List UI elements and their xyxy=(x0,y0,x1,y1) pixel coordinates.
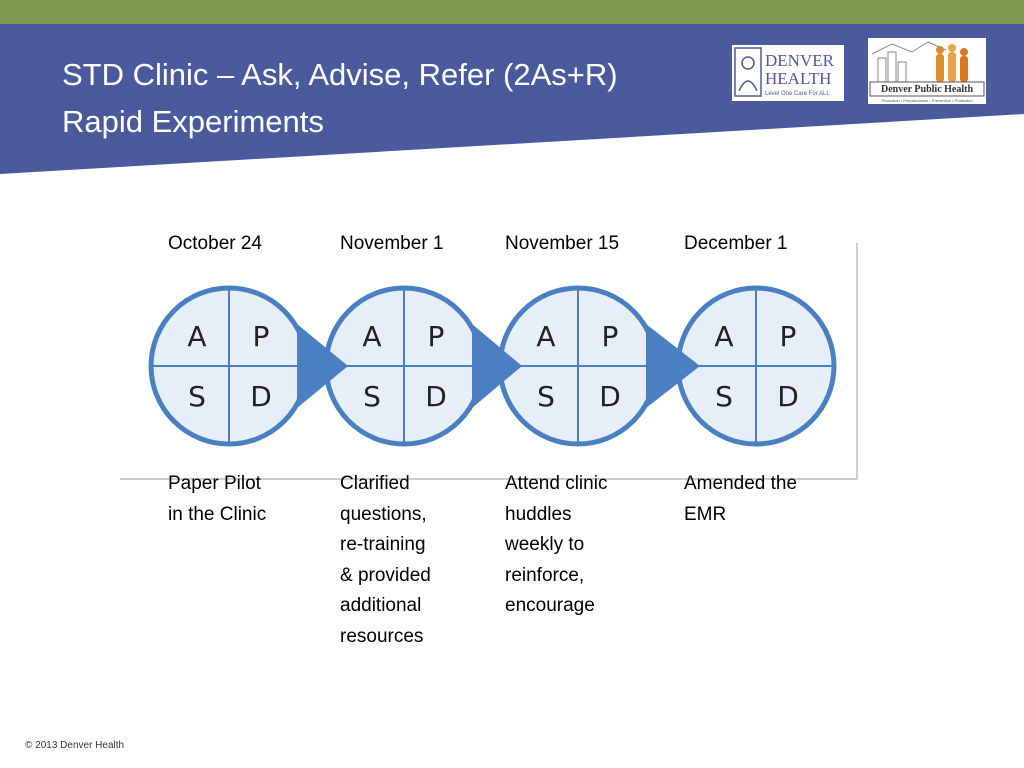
quadrant-label-p: P xyxy=(427,320,445,353)
description-line: re-training xyxy=(340,534,426,556)
quadrant-label-p: P xyxy=(601,320,619,353)
quadrant-label-d: D xyxy=(250,380,272,413)
dh-logo-tagline: Level One Care For ALL xyxy=(765,91,830,97)
description-line: Attend clinic xyxy=(505,473,608,494)
description-line: questions, xyxy=(340,503,427,525)
quadrant-label-p: P xyxy=(779,320,797,353)
description-line: encourage xyxy=(505,595,595,617)
dh-logo-line1: DENVER xyxy=(765,51,834,70)
pdsa-cycle-4 xyxy=(678,288,834,444)
stage-3-date: November 15 xyxy=(505,233,620,254)
stage-2-description xyxy=(340,469,431,653)
quadrant-label-s: S xyxy=(188,380,206,413)
quadrant-label-d: D xyxy=(425,380,447,413)
description-line: resources xyxy=(340,625,424,647)
page-title-line1: STD Clinic – Ask, Advise, Refer (2As+R) xyxy=(62,57,618,92)
stage-4-date: December 1 xyxy=(684,233,788,254)
quadrant-label-a: A xyxy=(714,320,734,353)
stage-3-description xyxy=(505,469,607,622)
quadrant-label-d: D xyxy=(777,380,799,413)
quadrant-label-s: S xyxy=(715,380,733,413)
dph-logo-name: Denver Public Health xyxy=(880,84,974,95)
description-line: weekly to xyxy=(505,534,585,556)
quadrant-label-p: P xyxy=(252,320,270,353)
stage-1-date: October 24 xyxy=(168,233,262,254)
pdsa-cycle-1 xyxy=(151,288,307,444)
description-line: in the Clinic xyxy=(168,503,267,525)
description-line: additional xyxy=(340,595,422,617)
dh-logo-line2: HEALTH xyxy=(765,69,832,88)
quadrant-label-d: D xyxy=(599,380,621,413)
description-line: Clarified xyxy=(340,473,410,494)
description-line: Amended the xyxy=(684,473,798,494)
quadrant-label-a: A xyxy=(536,320,556,353)
stage-4-description xyxy=(684,469,797,530)
description-line: & provided xyxy=(340,564,431,586)
description-line: reinforce, xyxy=(505,564,585,586)
quadrant-label-a: A xyxy=(362,320,382,353)
stage-2-date: November 1 xyxy=(340,233,444,254)
quadrant-label-a: A xyxy=(187,320,207,353)
description-line: huddles xyxy=(505,503,572,525)
copyright-notice: © 2013 Denver Health xyxy=(25,740,125,751)
description-line: EMR xyxy=(684,503,727,525)
description-line: Paper Pilot xyxy=(168,473,261,494)
page-title-line2: Rapid Experiments xyxy=(62,104,324,139)
pdsa-cycle-3 xyxy=(500,288,656,444)
quadrant-label-s: S xyxy=(363,380,381,413)
stage-1-description xyxy=(168,469,266,530)
dph-logo-tagline: Promotion • Preparedness • Prevention • Protection xyxy=(881,98,973,103)
quadrant-label-s: S xyxy=(537,380,555,413)
pdsa-cycle-2 xyxy=(326,288,482,444)
